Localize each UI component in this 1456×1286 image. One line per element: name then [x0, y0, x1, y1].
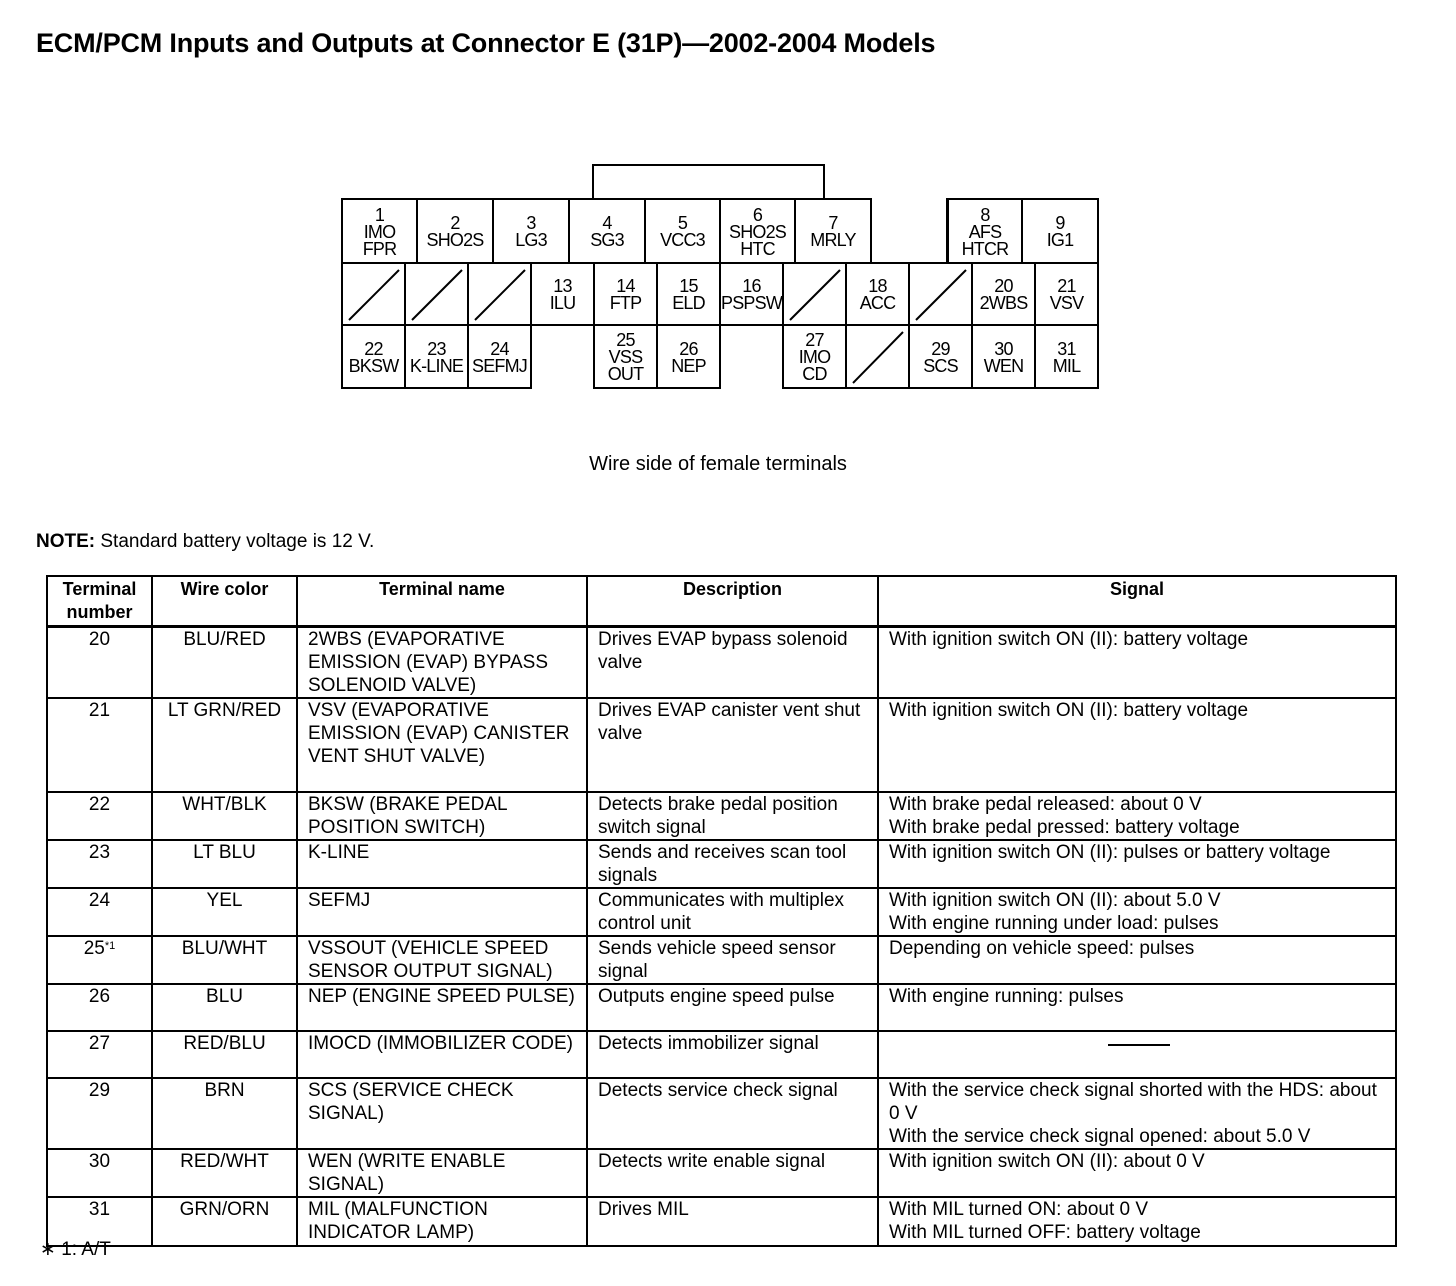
- blank-slash: [343, 264, 404, 324]
- cell-description: Drives MIL: [587, 1197, 878, 1246]
- cell-terminal-number: [47, 984, 152, 1031]
- cell-description: Detects service check signal: [587, 1078, 878, 1149]
- cell-signal: With engine running: pulses: [878, 984, 1396, 1031]
- cell-signal: With MIL turned ON: about 0 V With MIL turned OFF: battery voltage: [878, 1197, 1396, 1246]
- terminal-blank-12: [467, 262, 532, 326]
- table-header-row: [47, 576, 1396, 627]
- cell-wire-color: BLU: [152, 984, 297, 1031]
- blank-slash: [910, 264, 971, 324]
- terminal-number: 25: [83, 938, 105, 959]
- cell-terminal-number: [47, 840, 152, 888]
- terminal-blank-17: [782, 262, 847, 326]
- terminal-number: 30: [88, 1151, 111, 1172]
- cell-terminal-name: K-LINE: [297, 840, 587, 888]
- cell-wire-color: RED/BLU: [152, 1031, 297, 1078]
- terminal-number: 31: [88, 1199, 111, 1220]
- cell-wire-color: RED/WHT: [152, 1149, 297, 1197]
- cell-terminal-name: SCS (SERVICE CHECK SIGNAL): [297, 1078, 587, 1149]
- note: [36, 531, 374, 553]
- blank-slash: [784, 264, 845, 324]
- cell-description: Drives EVAP canister vent shut valve: [587, 698, 878, 792]
- cell-terminal-number: [47, 1149, 152, 1197]
- cell-signal: [878, 1031, 1396, 1078]
- terminal-26: 26 NEP: [656, 324, 721, 389]
- cell-signal: With ignition switch ON (II): pulses or battery voltage: [878, 840, 1396, 888]
- cell-signal: With ignition switch ON (II): about 0 V: [878, 1149, 1396, 1197]
- terminal-blank-10: [341, 262, 406, 326]
- cell-terminal-number: [47, 1078, 152, 1149]
- terminal-14: 14 FTP: [593, 262, 658, 326]
- terminal-25: 25 VSS OUT: [593, 324, 658, 389]
- cell-terminal-name: SEFMJ: [297, 888, 587, 936]
- connector-caption: Wire side of female terminals: [589, 453, 847, 475]
- cell-signal: With brake pedal released: about 0 V With brake pedal pressed: battery voltage: [878, 792, 1396, 840]
- cell-terminal-name: BKSW (BRAKE PEDAL POSITION SWITCH): [297, 792, 587, 840]
- terminal-7: 7 MRLY: [794, 198, 872, 264]
- terminal-1: 1 IMO FPR: [341, 198, 418, 264]
- cell-description: Communicates with multiplex control unit: [587, 888, 878, 936]
- cell-signal: With ignition switch ON (II): battery voltage: [878, 627, 1396, 699]
- cell-wire-color: GRN/ORN: [152, 1197, 297, 1246]
- table-row: [47, 627, 1396, 699]
- cell-terminal-number: [47, 792, 152, 840]
- terminal-blank-19: [908, 262, 973, 326]
- terminal-4: 4 SG3: [568, 198, 646, 264]
- cell-terminal-name: MIL (MALFUNCTION INDICATOR LAMP): [297, 1197, 587, 1246]
- terminal-number: 21: [88, 700, 111, 721]
- terminal-27: 27 IMO CD: [782, 324, 847, 389]
- footnote: ∗ 1: A/T: [40, 1239, 111, 1260]
- terminal-22: 22 BKSW: [341, 324, 406, 389]
- note-label: NOTE:: [36, 531, 96, 552]
- terminal-6: 6 SHO2S HTC: [719, 198, 796, 264]
- table-row: [47, 1078, 1396, 1149]
- terminal-number: 22: [88, 794, 111, 815]
- table-row: [47, 984, 1396, 1031]
- cell-terminal-name: VSSOUT (VEHICLE SPEED SENSOR OUTPUT SIGNAL): [297, 936, 587, 984]
- blank-slash: [469, 264, 530, 324]
- cell-signal: With ignition switch ON (II): battery voltage: [878, 698, 1396, 792]
- cell-terminal-number: [47, 627, 152, 699]
- footnote-ref: *1: [104, 940, 116, 952]
- table-row: [47, 888, 1396, 936]
- cell-terminal-name: IMOCD (IMMOBILIZER CODE): [297, 1031, 587, 1078]
- terminal-13: 13 ILU: [530, 262, 595, 326]
- cell-signal: Depending on vehicle speed: pulses: [878, 936, 1396, 984]
- cell-terminal-number: [47, 936, 152, 984]
- terminal-24: 24 SEFMJ: [467, 324, 532, 389]
- not-applicable-dash: [1108, 1044, 1170, 1046]
- terminal-number: 29: [88, 1080, 111, 1101]
- terminal-18: 18 ACC: [845, 262, 910, 326]
- cell-signal: With the service check signal shorted with the HDS: about 0 V With the service check signal opened: about 5.0 V: [878, 1078, 1396, 1149]
- terminal-15: 15 ELD: [656, 262, 721, 326]
- connector-lock-tab: [592, 164, 825, 200]
- terminal-20: 20 2WBS: [971, 262, 1036, 326]
- io-table: [46, 575, 1397, 1247]
- table-row: [47, 792, 1396, 840]
- terminal-21: 21 VSV: [1034, 262, 1099, 326]
- header-description: Description: [587, 576, 878, 627]
- terminal-blank-28: [845, 324, 910, 389]
- header-signal: Signal: [878, 576, 1396, 627]
- terminal-number: 20: [88, 629, 111, 650]
- cell-description: Detects immobilizer signal: [587, 1031, 878, 1078]
- header-wire-color: Wire color: [152, 576, 297, 627]
- table-row: [47, 1197, 1396, 1246]
- cell-wire-color: WHT/BLK: [152, 792, 297, 840]
- terminal-number: 23: [88, 842, 111, 863]
- cell-terminal-name: NEP (ENGINE SPEED PULSE): [297, 984, 587, 1031]
- terminal-blank-11: [404, 262, 469, 326]
- table-row: [47, 936, 1396, 984]
- cell-terminal-number: [47, 698, 152, 792]
- cell-wire-color: BLU/RED: [152, 627, 297, 699]
- cell-wire-color: YEL: [152, 888, 297, 936]
- blank-slash: [847, 326, 908, 387]
- cell-description: Sends vehicle speed sensor signal: [587, 936, 878, 984]
- terminal-number: 24: [88, 890, 111, 911]
- note-text: Standard battery voltage is 12 V.: [95, 531, 375, 552]
- cell-signal: With ignition switch ON (II): about 5.0 V With engine running under load: pulses: [878, 888, 1396, 936]
- terminal-3: 3 LG3: [492, 198, 570, 264]
- terminal-8: 8 AFS HTCR: [946, 198, 1023, 264]
- table-row: [47, 1149, 1396, 1197]
- cell-terminal-name: VSV (EVAPORATIVE EMISSION (EVAP) CANISTER VENT SHUT VALVE): [297, 698, 587, 792]
- terminal-number: 27: [88, 1033, 111, 1054]
- cell-description: Outputs engine speed pulse: [587, 984, 878, 1031]
- table-row: [47, 698, 1396, 792]
- terminal-29: 29 SCS: [908, 324, 973, 389]
- cell-wire-color: BRN: [152, 1078, 297, 1149]
- cell-terminal-number: [47, 888, 152, 936]
- terminal-2: 2 SHO2S: [416, 198, 494, 264]
- cell-description: Detects write enable signal: [587, 1149, 878, 1197]
- cell-wire-color: BLU/WHT: [152, 936, 297, 984]
- page-title: ECM/PCM Inputs and Outputs at Connector E (31P)—2002-2004 Models: [36, 28, 936, 58]
- header-terminal-name: Terminal name: [297, 576, 587, 627]
- terminal-23: 23 K-LINE: [404, 324, 469, 389]
- terminal-16: 16 PSPSW: [719, 262, 784, 326]
- terminal-31: 31 MIL: [1034, 324, 1099, 389]
- blank-slash: [406, 264, 467, 324]
- cell-description: Drives EVAP bypass solenoid valve: [587, 627, 878, 699]
- header-terminal-number: Terminal number: [47, 576, 152, 627]
- cell-terminal-name: WEN (WRITE ENABLE SIGNAL): [297, 1149, 587, 1197]
- cell-description: Detects brake pedal position switch signal: [587, 792, 878, 840]
- terminal-9: 9 IG1: [1021, 198, 1099, 264]
- terminal-number: 26: [88, 986, 111, 1007]
- cell-terminal-number: [47, 1031, 152, 1078]
- terminal-30: 30 WEN: [971, 324, 1036, 389]
- cell-wire-color: LT GRN/RED: [152, 698, 297, 792]
- table-row: [47, 1031, 1396, 1078]
- terminal-5: 5 VCC3: [644, 198, 721, 264]
- table-row: [47, 840, 1396, 888]
- io-table-body: [47, 627, 1396, 1247]
- cell-wire-color: LT BLU: [152, 840, 297, 888]
- cell-terminal-name: 2WBS (EVAPORATIVE EMISSION (EVAP) BYPASS SOLENOID VALVE): [297, 627, 587, 699]
- cell-description: Sends and receives scan tool signals: [587, 840, 878, 888]
